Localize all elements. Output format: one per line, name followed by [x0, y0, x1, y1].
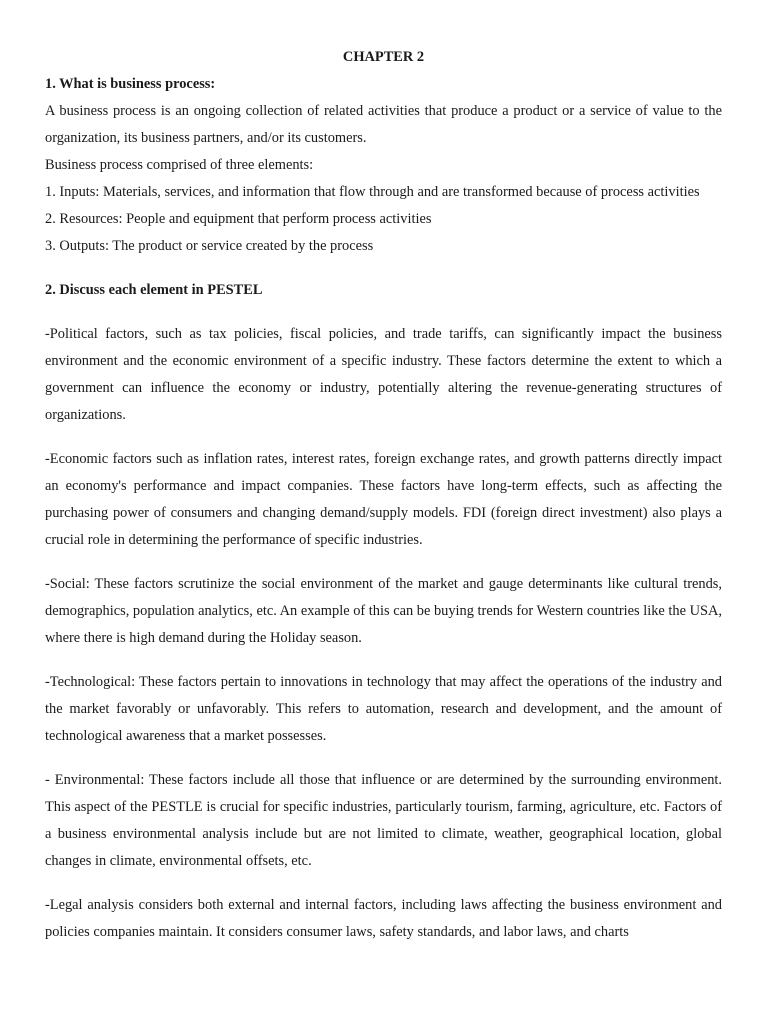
pestel-environmental-paragraph: - Environmental: These factors include all those that influence or are determined by the surrounding environment. This aspect of the PESTLE is crucial for specific industries, particularly tourism, farming, agriculture, etc. Factors of a business environmental analysis include but are not limited to climate, weather, geographical location, global changes in climate, environmental offsets, etc.	[45, 772, 722, 869]
document-page	[45, 44, 722, 963]
section-2-heading: 2. Discuss each element in PESTEL	[45, 282, 263, 298]
pestel-social-paragraph: -Social: These factors scrutinize the social environment of the market and gauge determinants like cultural trends, demographics, population analytics, etc. An example of this can be buying trends for Western countries like the USA, where there is high demand during the Holiday season.	[45, 576, 722, 646]
elements-intro: Business process comprised of three elements:	[45, 157, 314, 173]
section-1-heading: 1. What is business process:	[45, 76, 216, 92]
pestel-political-paragraph: -Political factors, such as tax policies, fiscal policies, and trade tariffs, can significantly impact the business environment and the economic environment of a specific industry. These factors determine the extent to which a government can influence the economy or industry, potentially altering the revenue-generating structures of organizations.	[45, 326, 722, 423]
element-outputs: 3. Outputs: The product or service created by the process	[45, 238, 374, 254]
pestel-legal-paragraph: -Legal analysis considers both external and internal factors, including laws affecting the business environment and policies companies maintain. It considers consumer laws, safety standards, and labor laws, and charts	[45, 897, 722, 940]
business-process-definition: A business process is an ongoing collection of related activities that produce a product or a service of value to the organization, its business partners, and/or its customers.	[45, 103, 722, 146]
pestel-economic-paragraph: -Economic factors such as inflation rates, interest rates, foreign exchange rates, and growth patterns directly impact an economy's performance and impact companies. These factors have long-term effects, such as affecting the purchasing power of consumers and changing demand/supply models. FDI (foreign direct investment) also plays a crucial role in determining the performance of specific industries.	[45, 451, 722, 548]
element-resources: 2. Resources: People and equipment that perform process activities	[45, 211, 432, 227]
chapter-title: CHAPTER 2	[342, 49, 425, 65]
pestel-technological-paragraph: -Technological: These factors pertain to innovations in technology that may affect the operations of the industry and the market favorably or unfavorably. This refers to automation, research and development, and the amount of technological awareness that a market possesses.	[45, 674, 722, 744]
element-inputs: 1. Inputs: Materials, services, and information that flow through and are transformed because of process activities	[45, 184, 700, 200]
